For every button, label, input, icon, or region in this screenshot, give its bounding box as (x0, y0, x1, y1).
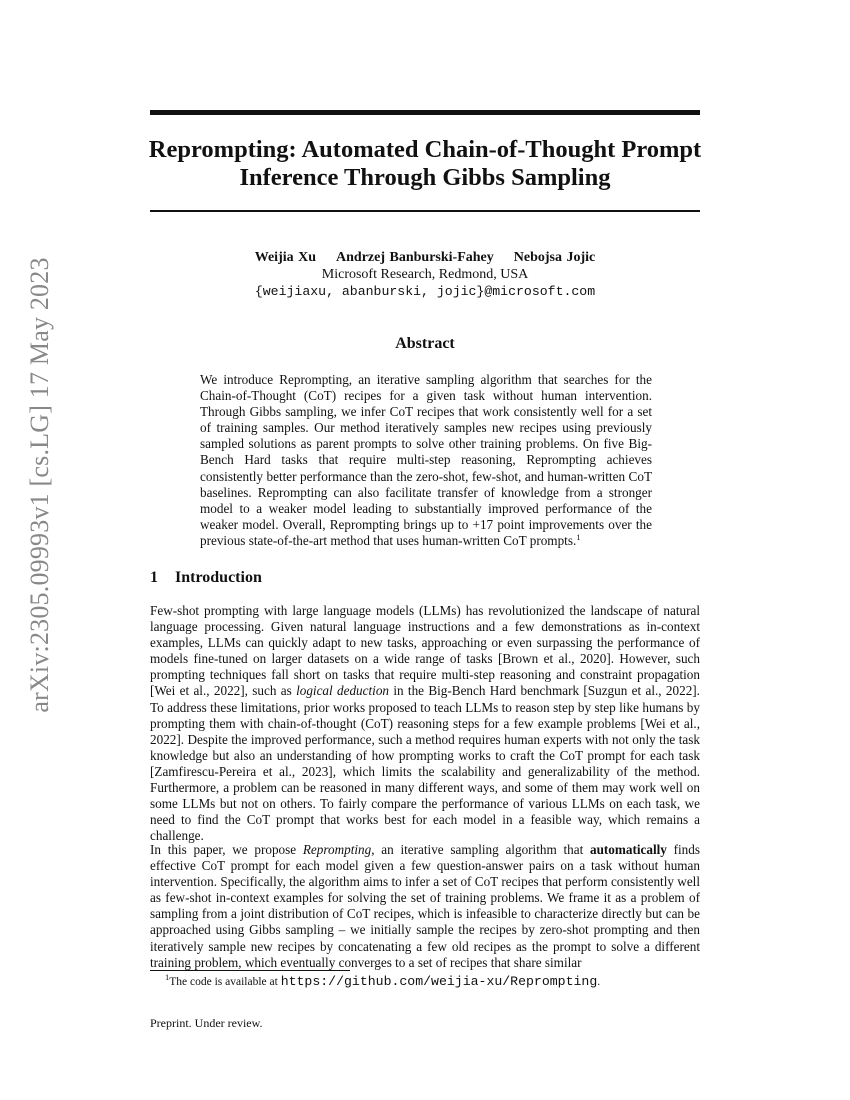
footnote-rule (150, 970, 350, 971)
abstract-text: We introduce Reprompting, an iterative sampling algorithm that searches for the Chain-of-Thought (CoT) recipes for a given task without human intervention. Through Gibbs sampling, we infer CoT recipes that work consistently well for a set of training samples. Our method iteratively samples new recipes using previously sampled solutions as parent prompts to solve other training problems. On five Big-Bench Hard tasks that require multi-step reasoning, Reprompting achieves consistently better performance than the zero-shot, few-shot, and human-written CoT baselines. Reprompting can also facilitate transfer of knowledge from a stronger model to a weaker model leading to substantially improved performance of the weaker model. Overall, Reprompting brings up to +17 point improvements over the previous state-of-the-art method that uses human-written CoT prompts. (200, 372, 652, 548)
author-name: Andrzej Banburski-Fahey (336, 250, 494, 265)
intro-paragraph-1 (150, 603, 700, 844)
footnote-marker: 1 (576, 531, 581, 542)
abstract-heading: Abstract (395, 335, 455, 352)
bold-text: automatically (589, 842, 667, 857)
code-url-link[interactable]: https://github.com/weijia-xu/Reprompting (280, 974, 598, 989)
section-title: Introduction (175, 569, 262, 586)
arxiv-identifier: arXiv:2305.09993v1 [cs.LG] 17 May 2023 (25, 257, 54, 713)
title-bottom-rule (150, 210, 700, 212)
text-run: Few-shot prompting with large language models (LLMs) has revolutionized the landscape of natural language processing. Given natural language instructions and a few demonstrations as in-context examples, LLMs can quickly adapt to new tasks, approaching or even surpassing the performance of models fine-tuned on larger datasets on a wide range of tasks [Brown et al., 2020]. However, such prompting techniques fall short on tasks that require multi-step reasoning and constraint propagation [Wei et al., 2022], such as (150, 603, 700, 699)
text-run: In this paper, we propose (150, 842, 303, 857)
title-top-rule (150, 110, 700, 115)
emphasis-text: Reprompting (302, 842, 372, 857)
text-run: , an iterative sampling algorithm that (371, 842, 590, 857)
footnote (165, 972, 601, 989)
author-emails: {weijiaxu, abanburski, jojic}@microsoft.com (254, 284, 596, 299)
title-line-2: Inference Through Gibbs Sampling (239, 164, 611, 191)
emphasis-text: logical deduction (296, 683, 390, 699)
title-line-1: Reprompting: Automated Chain-of-Thought Prompt (148, 136, 702, 163)
section-number: 1 (150, 569, 158, 586)
affiliation: Microsoft Research, Redmond, USA (321, 267, 529, 282)
text-run: in the Big-Bench Hard benchmark [Suzgun et al., 2022]. To address these limitations, prior works proposed to teach LLMs to reason step by step like humans by prompting them with chain-of-thought (CoT) reasoning steps for a few example problems [Wei et al., 2022]. Despite the improved performance, such a method requires human experts with not only the task knowledge but also an understanding of how prompting works to craft the CoT prompt for each task [Zamfirescu-Pereira et al., 2023], which limits the scalability and generalizability of the method. Furthermore, a problem can be reasoned in many different ways, and some of them may work well on some LLMs but not on others. To fairly compare the performance of various LLMs on each task, we need to find the CoT prompt that works best for each model in a feasible way, which remains a challenge. (150, 683, 700, 844)
paper-title (120, 136, 730, 192)
footnote-number: 1 (165, 972, 170, 982)
footnote-period: . (597, 976, 601, 988)
abstract-body (200, 372, 652, 549)
intro-paragraph-2 (150, 842, 700, 971)
section-heading-introduction (150, 569, 262, 587)
author-names (150, 249, 700, 266)
author-name: Nebojsa Jojic (513, 250, 596, 265)
text-run: finds effective CoT prompt for each model given a few question-answer pairs on a task without human intervention. Specifically, the algorithm aims to infer a set of CoT recipes that perform consistently well as few-shot in-context examples for solving the set of training problems. We frame it as a problem of sampling from a joint distribution of CoT recipes, which is infeasible to characterize directly but can be approached using Gibbs sampling – we initially sample the recipes by zero-shot prompting and then iteratively sample new recipes by concatenating a few old recipes as the prompt to solve a different training problem, which eventually converges to a set of recipes that share similar (150, 842, 700, 970)
footnote-text: The code is available at (169, 976, 281, 988)
author-block (150, 249, 700, 300)
author-name: Weijia Xu (254, 250, 317, 265)
arxiv-sidebar (15, 257, 65, 713)
page-footer: Preprint. Under review. (150, 1016, 263, 1030)
